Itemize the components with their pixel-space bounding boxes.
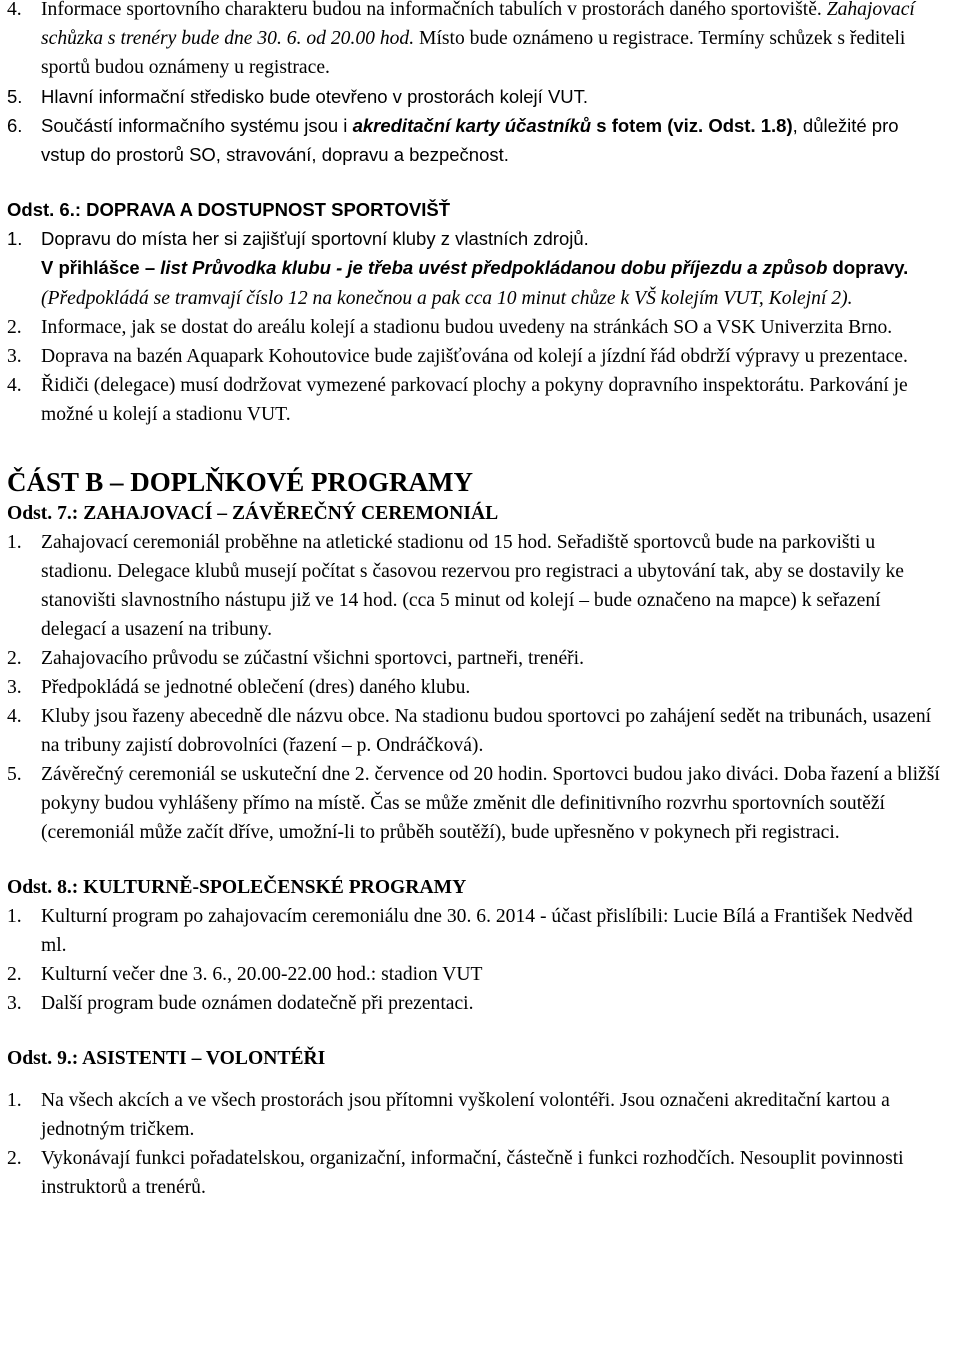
section-heading-odst9: Odst. 9.: ASISTENTI – VOLONTÉŘI bbox=[7, 1048, 326, 1069]
list-item bbox=[0, 528, 960, 644]
list-item bbox=[0, 0, 960, 82]
item-text-bold: V přihlášce – bbox=[41, 257, 161, 278]
list-item bbox=[0, 313, 960, 342]
item-text-bold-italic: akreditační karty účastníků bbox=[352, 115, 592, 136]
item-text-italic: (Předpokládá se tramvají číslo 12 na konečnou a pak cca 10 minut chůze k VŠ kolejím VUT, Kolejní 2). bbox=[41, 288, 853, 309]
item-text bbox=[41, 224, 960, 313]
list-item bbox=[0, 902, 960, 960]
item-text: Zahajovacího průvodu se zúčastní všichni sportovci, partneři, trenéři. bbox=[41, 648, 585, 669]
item-text-bold-italic: list Průvodka klubu - je třeba uvést předpokládanou dobu příjezdu a způsob bbox=[160, 257, 828, 278]
list-item bbox=[0, 1144, 960, 1202]
item-number: 4. bbox=[7, 375, 22, 396]
item-text-part: , důležité pro vstup do prostorů SO, stravování, dopravu a bezpečnost. bbox=[41, 115, 899, 165]
item-text: Hlavní informační středisko bude otevřeno v prostorách kolejí VUT. bbox=[41, 86, 589, 107]
item-number: 4. bbox=[7, 0, 22, 20]
item-number: 5. bbox=[7, 86, 23, 107]
list-item bbox=[0, 82, 960, 111]
item-text-bold: s fotem (viz. Odst. 1.8) bbox=[591, 115, 793, 136]
item-text: Zahajovací ceremoniál proběhne na atletické stadionu od 15 hod. Seřadiště sportovců bude na parkovišti u stadionu. Delegace klubů musejí počítat s časovou rezervou pro registraci a ubytování tak, aby se dostavily ke stanovišti slavnostního nástupu již ve 14 hod. (cca 5 minut od kolejí – bude označeno na mapce) k seřazení delegací a usazení na tribuny. bbox=[41, 532, 904, 640]
item-number: 3. bbox=[7, 677, 22, 698]
list-item bbox=[0, 342, 960, 371]
list-item bbox=[0, 760, 960, 847]
item-text: Informace, jak se dostat do areálu kolejí a stadionu budou uvedeny na stránkách SO a VSK Univerzita Brno. bbox=[41, 317, 893, 338]
part-b-title: ČÁST B – DOPLŇKOVÉ PROGRAMY bbox=[7, 467, 474, 497]
section-heading-odst8: Odst. 8.: KULTURNĚ-SPOLEČENSKÉ PROGRAMY bbox=[7, 877, 467, 898]
list-item bbox=[0, 673, 960, 702]
section-heading-odst6: Odst. 6.: DOPRAVA A DOSTUPNOST SPORTOVIŠŤ bbox=[7, 199, 451, 220]
item-text-part: Součástí informačního systému jsou i bbox=[41, 115, 353, 136]
item-number: 3. bbox=[7, 993, 22, 1014]
item-text: Další program bude oznámen dodatečně při prezentaci. bbox=[41, 993, 474, 1014]
item-text: Kulturní program po zahajovacím ceremoniálu dne 30. 6. 2014 - účast přislíbili: Lucie Bílá a František Nedvěd ml. bbox=[41, 906, 913, 956]
item-text: Kulturní večer dne 3. 6., 20.00-22.00 hod.: stadion VUT bbox=[41, 964, 483, 985]
item-text bbox=[41, 0, 960, 82]
item-text: Závěrečný ceremoniál se uskuteční dne 2. července od 20 hodin. Sportovci budou jako diváci. Doba řazení a bližší pokyny budou vyhlášeny přímo na místě. Čas se může změnit dle definitivního rozvrhu sportovních soutěží (ceremoniál může začít dříve, umožní-li to průběh soutěží), bude upřesněno v pokynech při registraci. bbox=[41, 764, 940, 843]
item-number: 6. bbox=[7, 115, 23, 136]
item-text: Řidiči (delegace) musí dodržovat vymezené parkovací plochy a pokyny dopravního inspektorátu. Parkování je možné u kolejí a stadionu VUT. bbox=[41, 375, 908, 425]
item-number: 4. bbox=[7, 706, 22, 727]
item-number: 1. bbox=[7, 906, 22, 927]
list-item bbox=[0, 371, 960, 429]
item-text-italic: Zahajovací schůzka s trenéry bude dne 30. 6. od 20.00 hod. bbox=[41, 0, 915, 49]
list-item bbox=[0, 989, 960, 1018]
item-number: 2. bbox=[7, 1148, 22, 1169]
item-number: 1. bbox=[7, 1090, 22, 1111]
list-item bbox=[0, 224, 960, 313]
item-text-part: Dopravu do místa her si zajišťují sportovní kluby z vlastních zdrojů. bbox=[41, 228, 589, 249]
list-item bbox=[0, 644, 960, 673]
item-number: 2. bbox=[7, 964, 22, 985]
item-number: 5. bbox=[7, 764, 22, 785]
item-number: 3. bbox=[7, 346, 22, 367]
item-text-bold: dopravy. bbox=[827, 257, 909, 278]
item-number: 1. bbox=[7, 532, 22, 553]
list-item bbox=[0, 111, 960, 169]
item-number: 1. bbox=[7, 228, 23, 249]
list-item bbox=[0, 960, 960, 989]
item-number: 2. bbox=[7, 317, 22, 338]
item-text bbox=[41, 111, 960, 169]
item-text: Kluby jsou řazeny abecedně dle názvu obce. Na stadionu budou sportovci po zahájení sedět na tribunách, usazení na tribuny zajistí dobrovolníci (řazení – p. Ondráčková). bbox=[41, 706, 932, 756]
item-text: Doprava na bazén Aquapark Kohoutovice bude zajišťována od kolejí a jízdní řád obdrží výpravy u prezentace. bbox=[41, 346, 908, 367]
item-text-part: Místo bude oznámeno u registrace. Termíny schůzek s řediteli sportů budou oznámeny u registrace. bbox=[41, 28, 906, 78]
list-item bbox=[0, 702, 960, 760]
list-item bbox=[0, 1086, 960, 1144]
item-number: 2. bbox=[7, 648, 22, 669]
section-heading-odst7: Odst. 7.: ZAHAJOVACÍ – ZÁVĚREČNÝ CEREMONIÁL bbox=[7, 503, 499, 524]
item-text: Na všech akcích a ve všech prostorách jsou přítomni vyškolení volontéři. Jsou označeni akreditační kartou a jednotným tričkem. bbox=[41, 1090, 890, 1140]
item-text-part: Informace sportovního charakteru budou na informačních tabulích v prostorách daného sportoviště. bbox=[41, 0, 827, 20]
item-text: Vykonávají funkci pořadatelskou, organizační, informační, částečně i funkci rozhodčích. Nesouplit povinnosti instruktorů a trenérů. bbox=[41, 1148, 904, 1198]
item-text: Předpokládá se jednotné oblečení (dres) daného klubu. bbox=[41, 677, 471, 698]
